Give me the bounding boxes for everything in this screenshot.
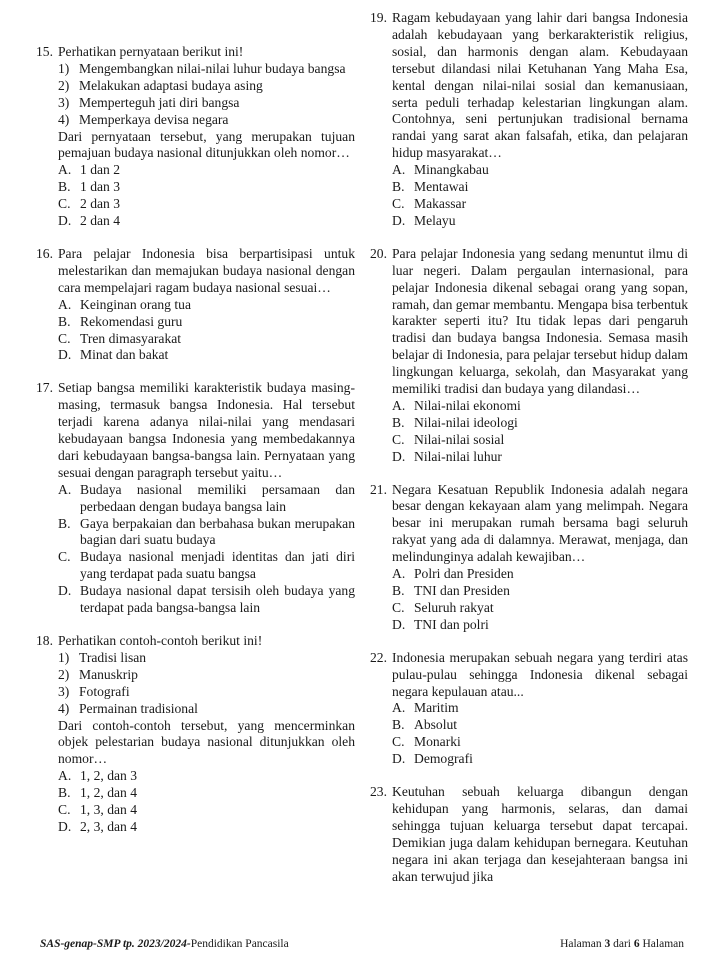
option-text: 1 dan 3	[80, 179, 121, 195]
answer-option	[392, 179, 688, 196]
option-label: B.	[58, 313, 71, 329]
statement-label: 3)	[58, 683, 70, 699]
answer-option	[392, 213, 688, 230]
statement-label: 4)	[58, 700, 70, 716]
question-text: Para pelajar Indonesia bisa berpartisipasi untuk melestarikan dan memajukan budaya nasional dengan cara mempelajari ragam budaya nasional sesuai…	[58, 245, 355, 295]
option-text: 1, 3, dan 4	[80, 802, 138, 818]
footer-page-text: Halaman	[560, 938, 605, 950]
footer-of-text: dari	[610, 938, 634, 950]
answer-option	[392, 415, 688, 432]
answer-option	[58, 549, 355, 583]
statement-label: 1)	[58, 649, 70, 665]
question-prompt: Dari pernyataan tersebut, yang merupakan tujuan pemajuan budaya nasional ditunjukkan oleh nomor…	[58, 128, 355, 161]
question-prompt: Dari contoh-contoh tersebut, yang mencerminkan objek pelestarian budaya nasional ditunjukkan oleh nomor…	[58, 717, 355, 767]
option-label: D.	[392, 751, 406, 767]
option-label: C.	[392, 599, 405, 615]
option-label: A.	[392, 162, 406, 178]
answer-option	[392, 398, 688, 415]
question-15	[36, 44, 355, 230]
statement-label: 1)	[58, 60, 70, 76]
option-label: B.	[392, 717, 405, 733]
question-number: 22.	[370, 649, 387, 665]
question-text: Negara Kesatuan Republik Indonesia adalah negara besar dengan kekayaan alam yang melimpah. Negara besar ini merupakan rumah bersama bagi seluruh rakyat yang ada di dalamnya. Merawat, menjaga, dan melindunginya adalah kewajiban…	[392, 481, 688, 565]
answer-option	[58, 802, 355, 819]
option-label: A.	[392, 566, 406, 582]
statement-text: Fotografi	[79, 683, 130, 699]
answer-option	[392, 700, 688, 717]
question-text: Keutuhan sebuah keluarga dibangun dengan kehidupan yang harmonis, selaras, dan damai sehingga tujuan keluarga tersebut dapat tercapai. Demikian juga dalam kehidupan bernegara. Keutuhan negara ini akan terjaga dan kesejahteraan bangsa ini akan terwujud jika	[392, 784, 688, 884]
question-number: 18.	[36, 633, 53, 648]
option-text: 1, 2, dan 4	[80, 785, 138, 801]
option-text: Polri dan Presiden	[414, 566, 514, 582]
option-label: B.	[392, 583, 405, 598]
answer-option	[392, 449, 688, 466]
question-text: Para pelajar Indonesia yang sedang menuntut ilmu di luar negeri. Dalam pergaulan internasional, para pelajar Indonesia dikenal sebagai orang yang sopan, ramah, dan gemar membantu. Mengapa bisa terbentuk karakter seperti itu? Itu tidak lepas dari pengaruh tradisi dan budaya bangsa Indonesia. Semasa masih belajar di Indonesia, para pelajar tersebut hidup dalam lingkungan keluarga, sekolah, dan Masyarakat yang memiliki tradisi dan budaya yang dilandasi…	[392, 245, 688, 397]
option-label: A.	[58, 768, 72, 784]
answer-options	[392, 398, 688, 466]
option-text: 2, 3, dan 4	[80, 818, 138, 834]
answer-options	[392, 162, 688, 230]
statement-text: Memperteguh jati diri bangsa	[79, 94, 240, 110]
option-text: Nilai-nilai sosial	[414, 431, 505, 447]
footer-page-number: 3	[604, 938, 611, 950]
option-text: Nilai-nilai ideologi	[414, 414, 518, 430]
answer-option	[392, 717, 688, 734]
statement-text: Mengembangkan nilai-nilai luhur budaya bangsa	[79, 60, 346, 76]
option-label: D.	[58, 347, 72, 363]
answer-option	[392, 432, 688, 449]
answer-options	[58, 162, 355, 230]
answer-option	[392, 196, 688, 213]
option-label: C.	[392, 734, 405, 750]
option-text: Demografi	[414, 751, 473, 767]
option-text: TNI dan Presiden	[414, 583, 510, 598]
question-16	[36, 245, 355, 364]
option-label: B.	[58, 179, 71, 195]
answer-option	[58, 179, 355, 196]
answer-option	[58, 314, 355, 331]
question-number: 19.	[370, 10, 387, 25]
option-text: Nilai-nilai luhur	[414, 448, 502, 464]
question-20	[370, 246, 688, 466]
option-label: D.	[392, 616, 406, 632]
option-label: D.	[58, 213, 72, 229]
option-label: B.	[392, 179, 405, 195]
option-label: C.	[58, 549, 71, 565]
statement-item	[58, 701, 355, 718]
footer-page-total: 6	[633, 938, 640, 950]
statement-item	[58, 112, 355, 129]
answer-option	[58, 768, 355, 785]
option-label: D.	[58, 583, 72, 599]
option-label: B.	[58, 515, 71, 531]
option-text: Seluruh rakyat	[414, 599, 494, 615]
statement-item	[58, 78, 355, 95]
option-text: Maritim	[414, 700, 459, 716]
answer-option	[392, 583, 688, 600]
answer-option	[58, 331, 355, 348]
statement-item	[58, 95, 355, 112]
footer-exam-code: SAS-genap-SMP tp. 2023/2024-	[40, 938, 191, 950]
option-text: 2 dan 3	[80, 196, 121, 212]
statement-label: 4)	[58, 111, 70, 127]
answer-options	[58, 482, 355, 617]
option-text: Keinginan orang tua	[80, 296, 191, 312]
answer-options	[58, 768, 355, 836]
footer-pages-text: Halaman	[639, 938, 684, 950]
option-text: Budaya nasional dapat tersisih oleh budaya yang terdapat pada bangsa-bangsa lain	[80, 583, 355, 616]
question-22	[370, 650, 688, 768]
answer-options	[58, 297, 355, 365]
statement-text: Manuskrip	[79, 666, 138, 682]
option-label: A.	[58, 162, 72, 178]
option-text: Budaya nasional menjadi identitas dan jati diri yang terdapat pada suatu bangsa	[80, 549, 355, 582]
answer-option	[58, 347, 355, 364]
question-17	[36, 380, 355, 617]
footer-page-info	[560, 936, 684, 953]
option-label: B.	[58, 785, 71, 801]
question-number: 15.	[36, 44, 53, 59]
statement-label: 2)	[58, 666, 70, 682]
option-label: C.	[58, 330, 71, 346]
option-text: Absolut	[414, 717, 458, 733]
question-number: 17.	[36, 380, 53, 396]
statement-item	[58, 650, 355, 667]
statement-label: 3)	[58, 94, 70, 110]
answer-option	[392, 617, 688, 634]
option-label: C.	[58, 196, 71, 212]
option-text: Rekomendasi guru	[80, 313, 183, 329]
question-21	[370, 482, 688, 634]
option-text: Melayu	[414, 212, 456, 228]
question-text: Perhatikan contoh-contoh berikut ini!	[58, 633, 263, 648]
option-label: D.	[58, 818, 72, 834]
answer-option	[58, 162, 355, 179]
answer-option	[58, 196, 355, 213]
question-number: 23.	[370, 784, 387, 800]
answer-option	[58, 516, 355, 550]
answer-option	[58, 785, 355, 802]
question-text: Ragam kebudayaan yang lahir dari bangsa Indonesia adalah kebudayaan yang berkarakteristik religius, sosial, dan harmonis dengan alam. Kebudayaan tersebut dilandasi nilai Ketuhanan Yang Maha Esa, kental dengan nilai-nilai sosial dan kemanusiaan, serta peduli terhadap kelestarian lingkungan alam. Contohnya, seni pertunjukan tradisional bernama randai yang sarat akan falsafah, etika, dan pelajaran hidup masyarakat…	[392, 10, 688, 161]
option-label: A.	[392, 397, 406, 413]
option-label: C.	[392, 195, 405, 211]
option-label: A.	[58, 296, 72, 312]
answer-option	[58, 583, 355, 617]
statement-label: 2)	[58, 77, 70, 93]
question-text: Setiap bangsa memiliki karakteristik budaya masing-masing, termasuk bangsa Indonesia. Hal tersebut terjadi karena adanya nilai-nilai yang mendasari kebudayaan bangsa Indonesia yang membedakannya dari kebudayaan bangsa-bangsa lain. Pernyataan yang sesuai dengan paragraph tersebut yaitu…	[58, 380, 355, 480]
option-label: A.	[392, 700, 406, 716]
option-label: A.	[58, 481, 72, 497]
question-19	[370, 10, 688, 230]
answer-option	[392, 734, 688, 751]
footer-left	[40, 936, 289, 953]
page-footer	[40, 936, 684, 953]
answer-option	[392, 162, 688, 179]
answer-options	[392, 566, 688, 634]
option-label: B.	[392, 414, 405, 430]
answer-option	[58, 819, 355, 836]
answer-option	[58, 482, 355, 516]
question-text: Perhatikan pernyataan berikut ini!	[58, 44, 244, 59]
option-text: Nilai-nilai ekonomi	[414, 397, 521, 413]
option-text: Monarki	[414, 734, 461, 750]
option-text: 1 dan 2	[80, 162, 121, 178]
answer-option	[392, 566, 688, 583]
statement-item	[58, 61, 355, 78]
option-text: TNI dan polri	[414, 616, 489, 632]
statement-text: Tradisi lisan	[79, 649, 147, 665]
question-23	[370, 784, 688, 885]
option-label: C.	[392, 431, 405, 447]
option-label: D.	[392, 212, 406, 228]
option-text: Tren dimasyarakat	[80, 330, 182, 346]
question-number: 21.	[370, 481, 387, 497]
option-text: Makassar	[414, 195, 467, 211]
statement-item	[58, 667, 355, 684]
answer-options	[392, 700, 688, 768]
answer-option	[58, 213, 355, 230]
option-text: 2 dan 4	[80, 213, 121, 229]
option-label: D.	[392, 448, 406, 464]
option-text: Gaya berpakaian dan berbahasa bukan merupakan bagian dari suatu budaya	[80, 515, 355, 548]
left-column	[36, 44, 355, 852]
option-label: C.	[58, 802, 71, 818]
statement-item	[58, 684, 355, 701]
question-text: Indonesia merupakan sebuah negara yang terdiri atas pulau-pulau sehingga Indonesia dikenal sebagai negara kepulauan atau...	[392, 649, 688, 699]
right-column	[370, 10, 688, 902]
question-number: 20.	[370, 245, 387, 261]
answer-option	[392, 600, 688, 617]
option-text: Mentawai	[414, 179, 469, 195]
question-18	[36, 633, 355, 836]
option-text: Minat dan bakat	[80, 347, 169, 363]
option-text: Minangkabau	[414, 162, 489, 178]
answer-option	[58, 297, 355, 314]
answer-option	[392, 751, 688, 768]
statement-text: Melakukan adaptasi budaya asing	[79, 77, 263, 93]
statement-text: Permainan tradisional	[79, 700, 198, 716]
statement-text: Memperkaya devisa negara	[79, 111, 229, 127]
option-text: 1, 2, dan 3	[80, 768, 138, 784]
footer-subject: Pendidikan Pancasila	[190, 938, 289, 950]
question-number: 16.	[36, 245, 53, 261]
option-text: Budaya nasional memiliki persamaan dan perbedaan dengan budaya bangsa lain	[80, 481, 355, 514]
